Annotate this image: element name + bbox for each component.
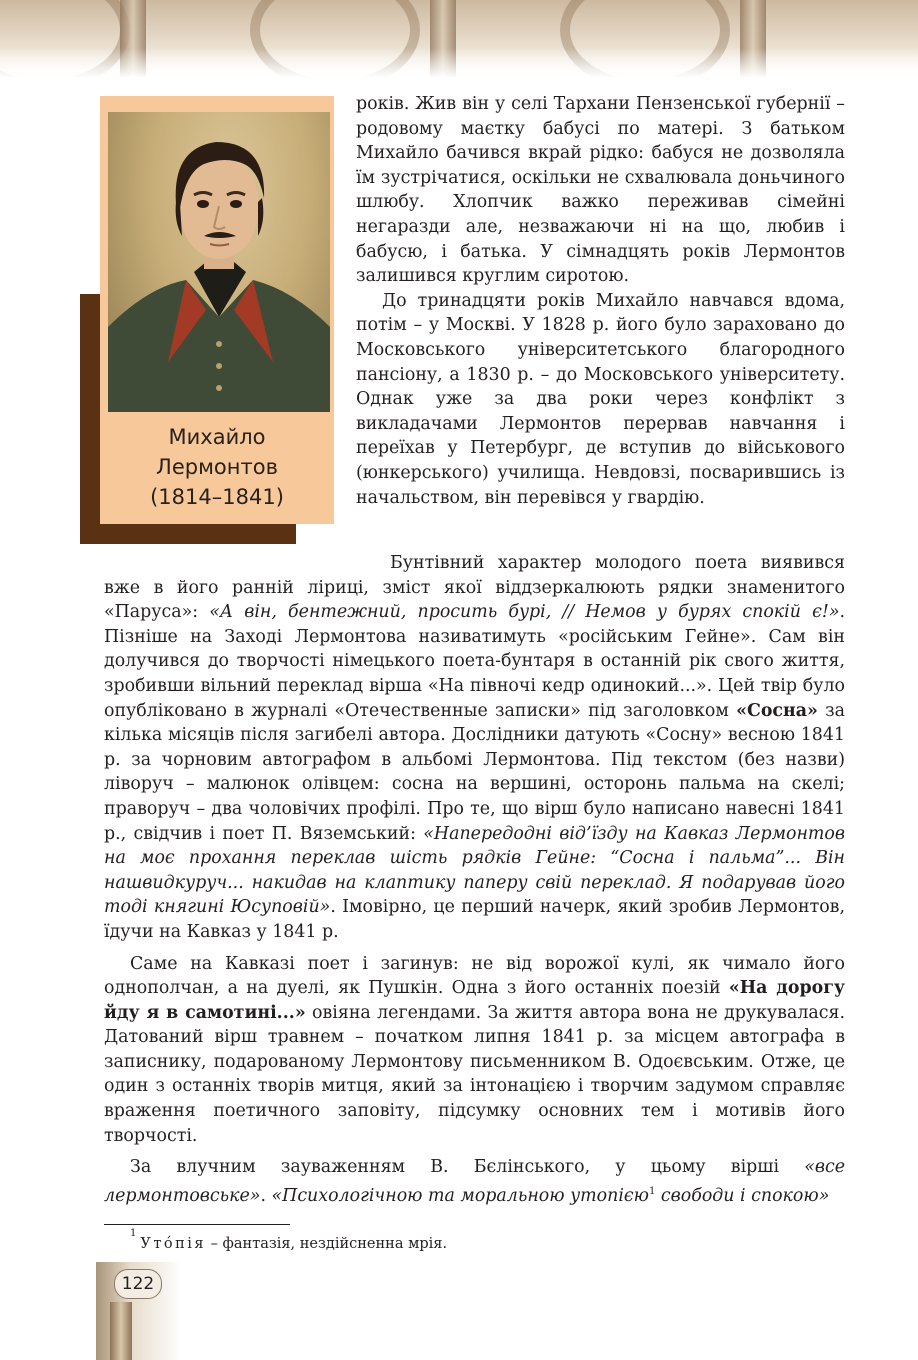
header-banner — [0, 0, 918, 78]
paragraph-early-lyrics: Бунтівний характер молодого поета виявився вже в його ранній ліриці, зміст якої віддзеркалюють рядки знаменитого «Паруса»: «А він, бентежний, просить бурі, // Немов у бурях спокій є!». Пізніше на Заході Лермонтова називатимуть «російським Гейне». Сам він долучився до творчості німецького поета-бунтаря в останній рік свого життя, зробивши вільний переклад вірша «На півночі кедр одинокий...». Цей твір було опубліковано в журналі «Отечественные записки» під заголовком «Сосна» за кілька місяців після загибелі автора. Дослідники датують «Сосну» весною 1841 р. за чорновим автографом в альбомі Лермонтова. Під текстом (без назви) ліворуч – малюнок олівцем: сосна на вершині, осторонь пальма на скелі; праворуч – два чоловічих профілі. Про те, що вірш було написано навесні 1841 р., свідчив і поет П. Вяземський: «Напередодні від’їзду на Кавказ Лермонтов на моє прохання переклав шість рядків Гейне: “Сосна і пальма”... Він нашвидкуруч... накидав на клаптику паперу свій переклад. Я подарував його тоді княгині Юсуповій». Імовірно, це перший начерк, який зробив Лермонтов, їдучи на Кавказ у 1841 р. — [104, 553, 845, 942]
pillar-ornament — [110, 1302, 132, 1360]
portrait-block — [80, 96, 334, 544]
portrait-caption — [100, 422, 334, 512]
page-number: 122 — [114, 1269, 162, 1299]
paragraph-biography-childhood: років. Жив він у селі Тархани Пензенської губернії – родовому маєтку бабусі по матері. З батьком Михайло бачився вкрай рідко: бабуся не дозволяла їм зустрічатися, оскільки не схвалювала доньчиного шлюбу. Хлопчик важко переживав сімейні негаразди але, незважаючи ні на що, любив і бабусю, і батька. У сімнадцять років Лермонтов залишився круглим сиротою. — [356, 94, 845, 287]
paragraph-caucasus: Саме на Кавказі поет і загинув: не від ворожої кулі, як чимало його однополчан, а на дуелі, як Пушкін. Одна з його останніх поезій «На дорогу йду я в самотині...» овіяна легендами. За життя автора вона не друкувалася. Датований вірш травнем – початком липня 1841 р. за місцем автографа в записнику, подарованому Лермонтову письменником В. Одоєвським. Отже, це один з останніх творів митця, який за інтонацією і творчим задумом справляє враження поетичного заповіту, підсумку основних тем і мотивів його творчості. — [104, 953, 845, 1146]
paragraph-education: До тринадцяти років Михайло навчався вдома, потім – у Москві. У 1828 р. його було зараховано до Московського університетського благородного пансіону, а 1830 р. – до Московського університету. Однак уже за два роки через конфлікт з викладачами Лермонтов перервав навчання і переїхав у Петербург, де вступив до військового (юнкерського) училища. Невдовзі, посварившись із начальством, він перевівся у гвардію. — [356, 290, 845, 508]
footnote — [130, 1230, 447, 1254]
footnote-definition: – фантазія, нездійсненна мрія. — [206, 1235, 448, 1252]
footnote-term: Утóпія — [140, 1235, 207, 1252]
caption-first-name: Михайло — [168, 425, 266, 449]
paragraph-belinsky: За влучним зауваженням В. Бєлінського, у цьому вірші «все лермонтовське». «Психологічною та моральною утопією$^1$ свободи і спокою» — [104, 1157, 845, 1206]
body-text-full-width — [104, 551, 845, 1208]
footnote-marker: 1 — [130, 1228, 137, 1239]
caption-last-name: Лермонтов — [156, 455, 278, 479]
footnote-divider — [104, 1224, 290, 1225]
caption-years: (1814–1841) — [150, 485, 284, 509]
portrait-image — [108, 112, 330, 412]
body-text-column — [356, 92, 845, 510]
